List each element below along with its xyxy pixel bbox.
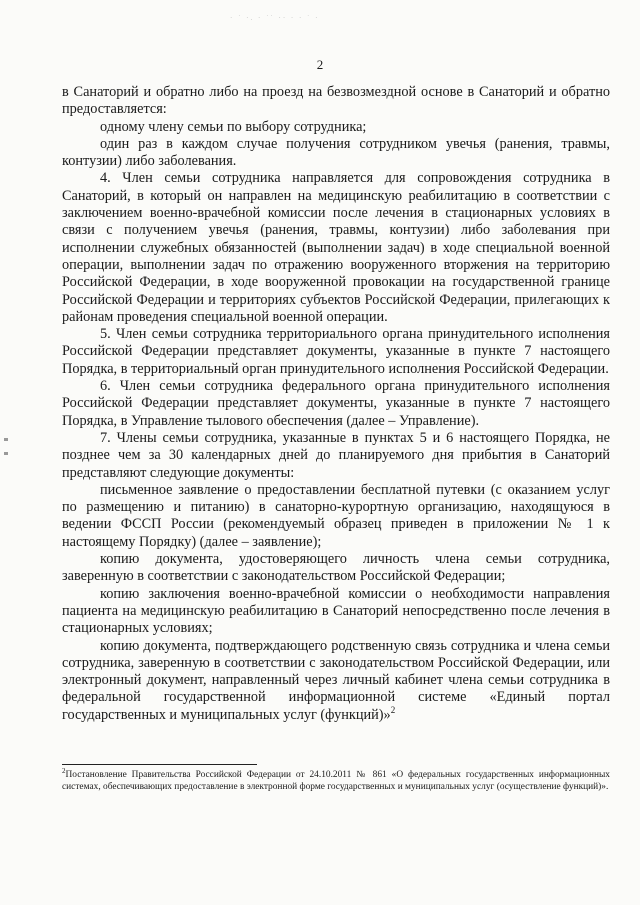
- paragraph-text: одному члену семьи по выбору сотрудника;: [100, 118, 367, 135]
- binding-mark: [4, 438, 8, 441]
- page-number: 2: [316, 57, 324, 72]
- paragraph: [62, 378, 610, 430]
- body-text: [62, 84, 610, 724]
- paragraph: [62, 326, 610, 378]
- scan-artifact: · ˙ ·. · ˙˙ ·· · · ˙ ·: [230, 14, 320, 22]
- footnote-number: 2: [62, 766, 66, 775]
- paragraph-text: письменное заявление о предоставлении бесплатной путевки (с оказанием услуг по размещению и питанию) в санаторно-курортную организацию, находящуюся в ведении ФССП России (рекомендуемый образец приведен в приложении № 1 к настоящему Порядку) (далее – заявление);: [62, 481, 610, 550]
- paragraph-text: 5. Член семьи сотрудника территориального органа принудительного исполнения Российской Федерации представляет документы, указанные в пункте 7 настоящего Порядка, в территориальный орган принудительного исполнения Российской Федерации.: [62, 326, 610, 377]
- footnote-divider: [62, 764, 257, 765]
- paragraph: [62, 136, 610, 171]
- paragraph-text: 7. Члены семьи сотрудника, указанные в пунктах 5 и 6 настоящего Порядка, не позднее чем за 30 календарных дней до планируемого дня прибытия в Санаторий представляют следующие документы:: [62, 429, 610, 481]
- paragraph-text: один раз в каждом случае получения сотрудником увечья (ранения, травмы, контузии) либо заболевания.: [62, 135, 610, 170]
- paragraph-text: 4. Член семьи сотрудника направляется для сопровождения сотрудника в Санаторий, в который он направлен на медицинскую реабилитацию в соответствии с заключением военно-врачебной комиссии после лечения в стационарных условиях в связи с получением увечья (ранения, травмы, контузии) либо заболевания при исполнении служебных обязанностей (выполнении задач) в ходе специальной военной операции, выполнении задач по отражению вооруженного вторжения на территорию Российской Федерации, в ходе вооруженной провокации на государственной границе Российской Федерации и территориях субъектов Российской Федерации, прилегающих к районам проведения специальной военной операции.: [62, 170, 610, 325]
- paragraph: [62, 638, 610, 724]
- paragraph-text: 6. Член семьи сотрудника федерального органа принудительного исполнения Российской Федерации представляет документы, указанные в пункте 7 настоящего Порядка, в Управление тылового обеспечения (далее – Управление).: [62, 378, 610, 429]
- paragraph: [62, 586, 610, 638]
- paragraph: [62, 482, 610, 551]
- paragraph-text: копию документа, удостоверяющего личность члена семьи сотрудника, заверенную в соответствии с законодательством Российской Федерации;: [62, 551, 610, 585]
- footnote-reference: 2: [390, 704, 396, 715]
- paragraph: [62, 430, 610, 482]
- paragraph: [62, 119, 610, 136]
- paragraph-text: копию документа, подтверждающего родственную связь сотрудника и члена семьи сотрудника, заверенную в соответствии с законодательством Российской Федерации, или электронный документ, направленный через личный кабинет члена семьи сотрудника в федеральной государственной информационной системе «Единый портал государственных и муниципальных услуг (функций)»: [62, 637, 610, 723]
- paragraph: [62, 84, 610, 119]
- paragraph-text: в Санаторий и обратно либо на проезд на безвозмездной основе в Санаторий и обратно предоставляется:: [62, 84, 610, 118]
- paragraph: [62, 551, 610, 586]
- footnote: [62, 766, 610, 794]
- paragraph-text: копию заключения военно-врачебной комиссии о необходимости направления пациента на медицинскую реабилитацию в Санаторий непосредственно после лечения в стационарных условиях;: [62, 585, 610, 637]
- paragraph: [62, 170, 610, 326]
- binding-mark: [4, 452, 8, 455]
- footnote-text: Постановление Правительства Российской Федерации от 24.10.2011 № 861 «О федеральных государственных информационных системах, обеспечивающих предоставление в электронной форме государственных и муниципальных услуг (осуществление функций)».: [62, 770, 610, 793]
